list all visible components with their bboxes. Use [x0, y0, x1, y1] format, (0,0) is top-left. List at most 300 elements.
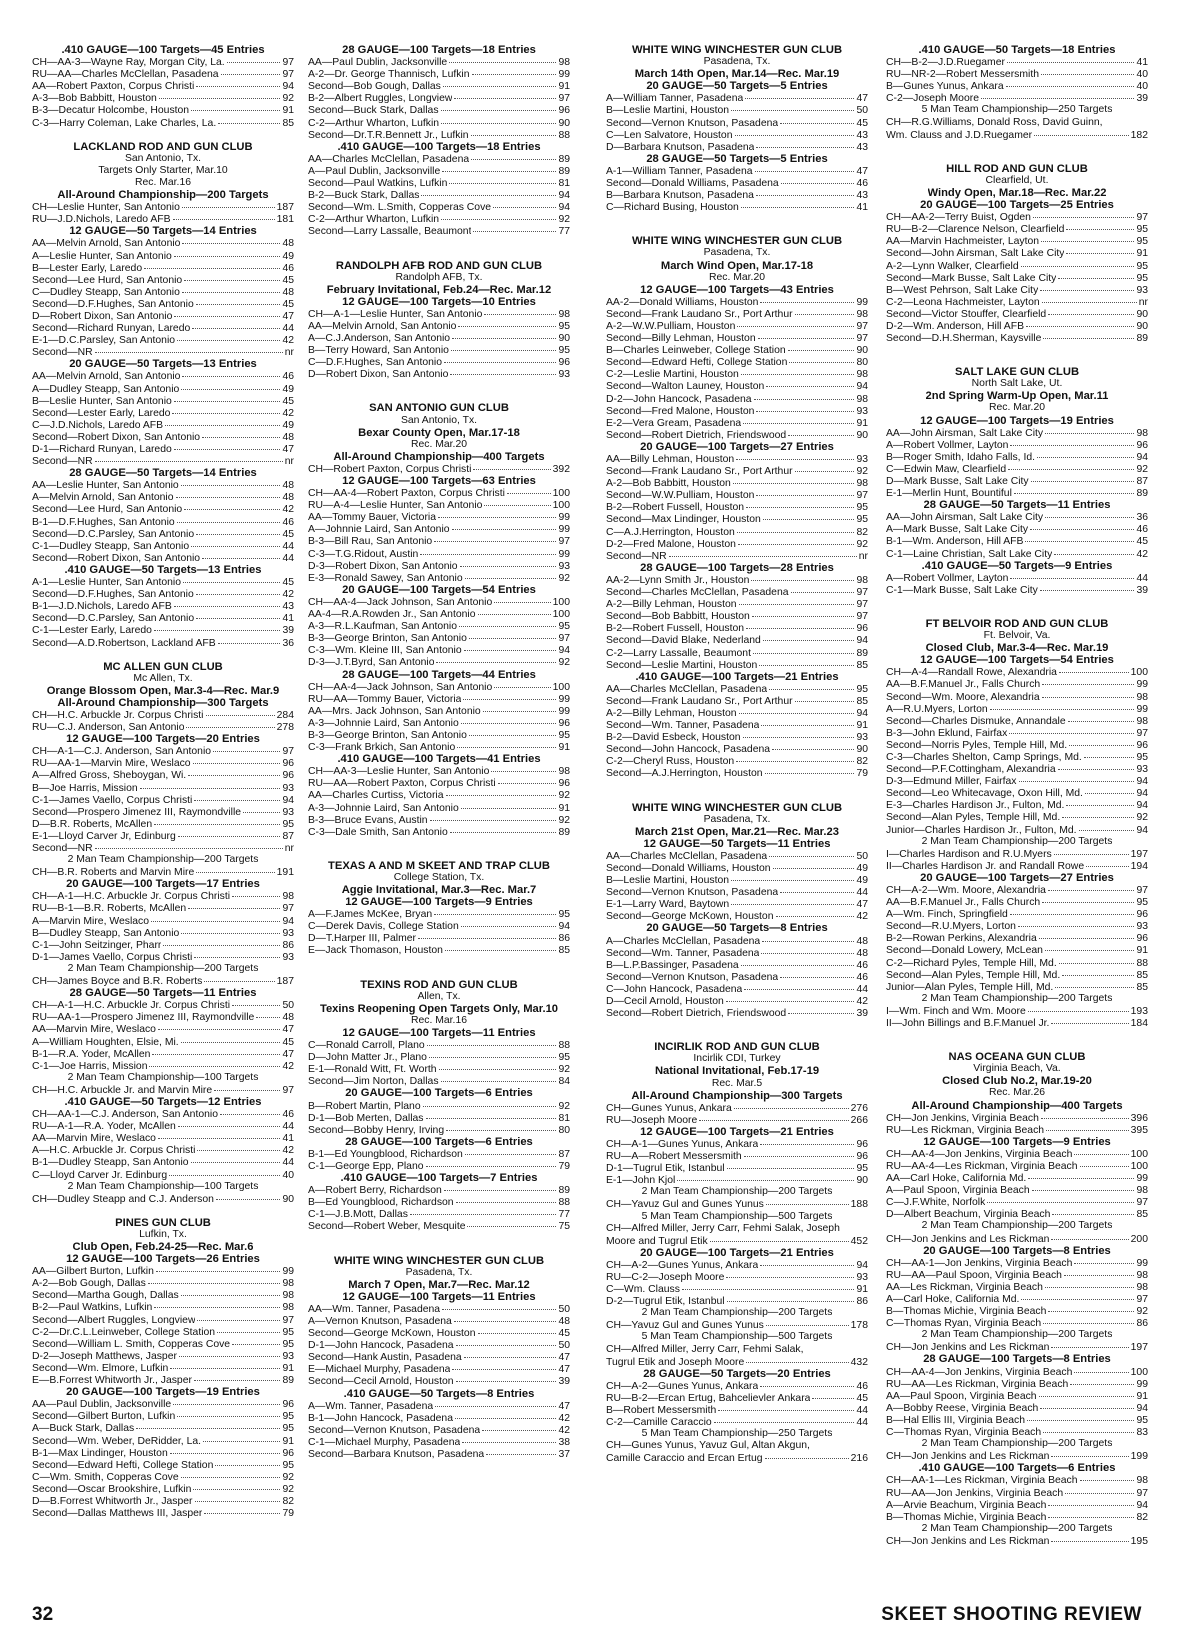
result-score: 42 — [282, 335, 294, 347]
result-row — [606, 610, 868, 622]
leader-dots — [232, 999, 280, 1006]
result-row — [606, 995, 868, 1007]
result-row — [32, 915, 294, 927]
result-row — [606, 935, 868, 947]
result-row — [32, 262, 294, 274]
result-row — [32, 431, 294, 443]
result-row — [886, 1474, 1148, 1486]
result-row — [32, 1483, 294, 1495]
subheading-text: 2 Man Team Championship—200 Targets — [641, 1307, 833, 1319]
result-score: 98 — [1136, 715, 1148, 727]
result-name: D—Robert Dixon, San Antonio — [308, 369, 449, 381]
result-row — [32, 1338, 294, 1350]
result-name: C—Wm. Smith, Copperas Cove — [32, 1471, 179, 1483]
result-name: Second—Oscar Brookshire, Lufkin — [32, 1483, 192, 1495]
result-name: RU—AA—Les Rickman, Virginia Beach — [886, 1378, 1069, 1390]
leader-dots — [1048, 1511, 1134, 1518]
result-name: CH—B-2—J.D.Ruegamer — [886, 57, 1005, 69]
result-name: A—Mark Busse, Salt Lake City — [886, 524, 1029, 536]
result-row — [606, 695, 868, 707]
section-subheading — [32, 854, 294, 866]
result-row — [886, 487, 1148, 499]
leader-dots — [1008, 463, 1134, 470]
result-row — [308, 129, 570, 141]
leader-dots — [458, 320, 556, 327]
section-subheading — [886, 1220, 1148, 1232]
result-name: AA—Paul Spoon, Virginia Beach — [886, 1390, 1037, 1402]
leader-dots — [461, 717, 557, 724]
result-name: B—Leslie Hunter, San Antonio — [32, 395, 172, 407]
result-score: 42 — [282, 504, 294, 516]
result-name: RU—B-1—B.R. Roberts, McAllen — [32, 903, 187, 915]
result-score: 95 — [558, 621, 570, 633]
result-score: nr — [1138, 296, 1148, 308]
leader-dots — [699, 1114, 848, 1121]
result-row — [606, 1259, 868, 1271]
leader-dots — [196, 588, 281, 595]
result-name: CH—AA-2—Terry Buist, Ogden — [886, 212, 1031, 224]
result-score: 89 — [558, 165, 570, 177]
result-row — [886, 535, 1148, 547]
result-score: 48 — [282, 238, 294, 250]
leader-dots — [731, 104, 854, 111]
result-name: RU—J.D.Nichols, Laredo AFB — [32, 214, 171, 226]
result-row — [886, 1005, 1148, 1017]
leader-dots — [461, 802, 557, 809]
section-subheading — [886, 836, 1148, 848]
result-score: 39 — [558, 1376, 570, 1388]
result-row — [308, 92, 570, 104]
leader-dots — [746, 501, 854, 508]
result-score: 98 — [856, 393, 868, 405]
leader-dots — [491, 765, 556, 772]
result-score: 88 — [558, 1040, 570, 1052]
section-heading — [606, 153, 868, 165]
subheading-text: Pasadena, Tx. — [703, 56, 771, 68]
result-name: Second—Donald Williams, Pasadena — [606, 178, 779, 190]
leader-dots — [174, 600, 281, 607]
result-row — [886, 920, 1148, 932]
result-row — [886, 799, 1148, 811]
leader-dots — [1074, 1257, 1134, 1264]
result-row — [308, 356, 570, 368]
section-heading — [308, 402, 570, 414]
result-row — [886, 739, 1148, 751]
section-heading — [606, 922, 868, 934]
leader-dots — [159, 92, 281, 99]
result-row — [886, 860, 1148, 872]
leader-dots — [1021, 1293, 1134, 1300]
result-row — [32, 1447, 294, 1459]
result-name: E—B.Forrest Whitworth Jr., Jasper — [32, 1375, 192, 1387]
leader-dots — [780, 117, 854, 124]
leader-dots — [214, 1084, 280, 1091]
result-score: 86 — [558, 933, 570, 945]
result-row — [32, 576, 294, 588]
leader-dots — [213, 745, 280, 752]
result-score: 92 — [558, 1100, 570, 1112]
heading-text: .410 GAUGE—100 Targets—21 Entries — [635, 670, 839, 683]
leader-dots — [1033, 211, 1135, 218]
result-name: RU—AA-4—Les Rickman, Virginia Beach — [886, 1160, 1078, 1172]
heading-text: LACKLAND ROD AND GUN CLUB — [73, 140, 253, 153]
result-row — [308, 1184, 570, 1196]
result-name: Second—Lee Hurd, San Antonio — [32, 504, 183, 516]
leader-dots — [465, 1148, 557, 1155]
result-name: CH—A-4—Randall Rowe, Alexandria — [886, 667, 1057, 679]
result-score: 38 — [558, 1436, 570, 1448]
leader-dots — [464, 644, 557, 651]
section-heading — [32, 878, 294, 890]
result-row — [308, 1400, 570, 1412]
result-name: D-1—Bob Merten, Dallas — [308, 1112, 424, 1124]
result-score: 39 — [856, 1008, 868, 1020]
result-name: RU—NR-2—Robert Messersmith — [886, 69, 1039, 81]
result-score: 46 — [282, 371, 294, 383]
result-name: B—Charles Leinweber, College Station — [606, 345, 786, 357]
section-subheading — [606, 56, 868, 68]
result-row — [606, 477, 868, 489]
result-name: A—Melvin Arnold, San Antonio — [32, 492, 174, 504]
result-score: 44 — [282, 540, 294, 552]
result-row — [606, 92, 868, 104]
section-heading — [32, 733, 294, 745]
result-score: 95 — [1136, 751, 1148, 763]
leader-dots — [144, 262, 280, 269]
result-row — [32, 999, 294, 1011]
result-name: AA—Charles Curtiss, Victoria — [308, 790, 444, 802]
section-spacer — [606, 780, 868, 802]
leader-dots — [762, 935, 854, 942]
result-score: 97 — [282, 1084, 294, 1096]
result-score: 39 — [1136, 93, 1148, 105]
result-row — [606, 1174, 868, 1186]
result-name: A—William Houghten, Elsie, Mi. — [32, 1036, 179, 1048]
subheading-text: Pasadena, Tx. — [405, 1266, 473, 1278]
leader-dots — [1059, 666, 1129, 673]
section-heading — [886, 199, 1148, 211]
result-row — [606, 356, 868, 368]
subheading-text: Lufkin, Tx. — [139, 1228, 187, 1240]
result-score: 98 — [558, 57, 570, 69]
section-spacer — [308, 1233, 570, 1255]
subheading-text: Rec. Mar.16 — [134, 176, 192, 188]
result-name: C-1—James Vaello, Corpus Christi — [32, 794, 193, 806]
section-spacer — [32, 1205, 294, 1217]
result-name: CH—Yavuz Gul and Gunes Yunus — [606, 1199, 764, 1211]
result-score: 82 — [1136, 1511, 1148, 1523]
result-name: E—Michael Murphy, Pasadena — [308, 1364, 451, 1376]
result-row — [32, 491, 294, 503]
section-subheading — [606, 247, 868, 259]
heading-text: 12 GAUGE—100 Targets—10 Entries — [342, 295, 536, 308]
result-row — [886, 439, 1148, 451]
result-row — [886, 1341, 1148, 1353]
leader-dots — [766, 380, 854, 387]
leader-dots — [194, 1374, 280, 1381]
result-score: 200 — [1130, 1233, 1148, 1245]
result-score: 93 — [856, 732, 868, 744]
result-name: A-3—Johnnie Laird, San Antonio — [308, 802, 459, 814]
result-row — [606, 886, 868, 898]
leader-dots — [736, 453, 854, 460]
result-row — [606, 538, 868, 550]
result-row — [32, 1289, 294, 1301]
result-row — [606, 647, 868, 659]
leader-dots — [174, 310, 280, 317]
result-name: I—Wm. Finch and Wm. Moore — [886, 1005, 1026, 1017]
heading-text: 20 GAUGE—50 Targets—8 Entries — [646, 922, 828, 935]
result-score: 36 — [282, 637, 294, 649]
result-name: D-3—J.T.Byrd, San Antonio — [308, 657, 435, 669]
result-score: 91 — [282, 1435, 294, 1447]
leader-dots — [756, 489, 854, 496]
heading-text: .410 GAUGE—50 Targets—9 Entries — [921, 559, 1113, 572]
section-subheading — [606, 272, 868, 284]
result-row — [886, 129, 1148, 141]
result-name: A—Leslie Hunter, San Antonio — [32, 250, 172, 262]
result-row — [308, 1363, 570, 1375]
leader-dots — [467, 1220, 556, 1227]
result-score: 94 — [1136, 788, 1148, 800]
heading-text: MC ALLEN GUN CLUB — [103, 660, 223, 673]
leader-dots — [174, 250, 281, 257]
result-row — [308, 548, 570, 560]
leader-dots — [191, 540, 280, 547]
subheading-text: Randolph AFB, Tx. — [395, 271, 483, 283]
subheading-text: Pasadena, Tx. — [703, 813, 771, 825]
result-row — [32, 201, 294, 213]
result-name: Second—NR — [32, 456, 93, 468]
result-row — [32, 92, 294, 104]
result-name: Second—Wm. Moore, Alexandria — [886, 691, 1040, 703]
result-row — [308, 1051, 570, 1063]
heading-text: WHITE WING WINCHESTER GUN CLUB — [631, 44, 843, 56]
section-heading — [308, 1136, 570, 1148]
leader-dots — [196, 528, 280, 535]
leader-dots — [151, 915, 280, 922]
leader-dots — [169, 1169, 280, 1176]
heading-text: NAS OCEANA GUN CLUB — [948, 1051, 1086, 1064]
leader-dots — [1040, 584, 1135, 591]
result-name: B—Robert Martin, Plano — [308, 1100, 421, 1112]
section-heading — [886, 654, 1148, 666]
heading-text: March 14th Open, Mar.14—Rec. Mar.19 — [634, 68, 840, 81]
leader-dots — [227, 56, 281, 63]
leader-dots — [1039, 932, 1135, 939]
leader-dots — [256, 1011, 280, 1018]
leader-dots — [1041, 235, 1134, 242]
result-name: RU—AA—Charles McClellan, Pasadena — [32, 69, 219, 81]
leader-dots — [196, 612, 280, 619]
result-name: AA—John Airsman, Salt Lake City — [886, 427, 1044, 439]
subheading-text: Rec. Mar.26 — [988, 1087, 1046, 1099]
result-name: D-2—Tugrul Etik, Istanbul — [606, 1296, 725, 1308]
section-heading — [308, 1291, 570, 1303]
result-name: CH—A-1—Leslie Hunter, San Antonio — [308, 308, 483, 320]
result-name: Second—Dr.T.R.Bennett Jr., Lufkin — [308, 129, 469, 141]
leader-dots — [1043, 1317, 1134, 1324]
result-row — [32, 1301, 294, 1313]
result-name: C-1—Laine Christian, Salt Lake City — [886, 548, 1053, 560]
result-row — [308, 320, 570, 332]
leader-dots — [1045, 1281, 1135, 1288]
leader-dots — [1041, 68, 1134, 75]
result-row — [606, 489, 868, 501]
result-name: Second—Hank Austin, Pasadena — [308, 1352, 462, 1364]
leader-dots — [203, 1435, 280, 1442]
result-name: AA—Wm. Tanner, Pasadena — [308, 1303, 441, 1315]
heading-text: Club Open, Feb.24-25—Rec. Mar.6 — [72, 1241, 254, 1253]
result-score: 85 — [558, 945, 570, 957]
result-score: 91 — [856, 1284, 868, 1296]
result-name: AA—Robert Paxton, Corpus Christi — [32, 81, 195, 93]
subheading-text: Virginia Beach, Va. — [973, 1063, 1061, 1075]
result-name: C—Dudley Steapp, San Antonio — [32, 286, 180, 298]
heading-text: 12 GAUGE—100 Targets—54 Entries — [920, 654, 1114, 667]
leader-dots — [441, 1075, 557, 1082]
section-subheading — [32, 165, 294, 177]
leader-dots — [1062, 811, 1134, 818]
result-score: 95 — [856, 1163, 868, 1175]
result-name: Second—Donald Lowery, McLean — [886, 945, 1043, 957]
result-row — [32, 890, 294, 902]
result-name: Second—Norris Pyles, Temple Hill, Md. — [886, 739, 1068, 751]
section-heading — [606, 235, 868, 247]
result-name: RU—B-2—Ercan Ertug, Bahcelievler Ankara — [606, 1392, 811, 1404]
leader-dots — [177, 516, 281, 523]
result-row — [32, 794, 294, 806]
result-name: AA—Mrs. Jack Johnson, San Antonio — [308, 705, 481, 717]
result-score: 96 — [1136, 439, 1148, 451]
result-score: 96 — [856, 1151, 868, 1163]
result-score: 43 — [856, 129, 868, 141]
result-name: C—Edwin Maw, Clearfield — [886, 463, 1007, 475]
result-score: 92 — [856, 538, 868, 550]
leader-dots — [1045, 944, 1135, 951]
result-row — [308, 765, 570, 777]
result-row — [886, 775, 1148, 787]
result-name: B-1—Max Lindinger, Houston — [32, 1447, 168, 1459]
leader-dots — [780, 886, 854, 893]
result-row — [886, 523, 1148, 535]
result-row — [886, 848, 1148, 860]
result-name: Second—Cecil Arnold, Houston — [308, 1376, 454, 1388]
leader-dots — [1028, 1172, 1134, 1179]
result-row — [308, 777, 570, 789]
result-row — [308, 56, 570, 68]
result-row — [308, 620, 570, 632]
result-score: 392 — [552, 463, 570, 475]
leader-dots — [232, 1338, 280, 1345]
section-subheading — [32, 153, 294, 165]
result-score: 94 — [1136, 1499, 1148, 1511]
result-row — [886, 1017, 1148, 1029]
section-subheading — [32, 673, 294, 685]
result-row — [32, 1120, 294, 1132]
result-row — [32, 334, 294, 346]
result-name: CH—AA-4—Jack Johnson, San Antonio — [308, 681, 493, 693]
result-score: 97 — [1136, 212, 1148, 224]
result-row — [308, 499, 570, 511]
result-name: Second—Leslie Martini, Houston — [606, 659, 758, 671]
result-row — [308, 705, 570, 717]
section-heading — [886, 499, 1148, 511]
result-row — [886, 235, 1148, 247]
result-row — [308, 80, 570, 92]
heading-text: PINES GUN CLUB — [115, 1216, 211, 1229]
result-name: Second—Frank Laudano Sr., Port Arthur — [606, 695, 793, 707]
result-row — [606, 165, 868, 177]
leader-dots — [174, 395, 281, 402]
result-score: 47 — [856, 165, 868, 177]
result-score: 85 — [1136, 1209, 1148, 1221]
result-score: 191 — [276, 867, 294, 879]
result-name: AA—B.F.Manuel Jr., Falls Church — [886, 897, 1041, 909]
result-name: C-1—Joe Harris, Mission — [32, 1060, 148, 1072]
result-row — [32, 407, 294, 419]
leader-dots — [1043, 332, 1134, 339]
result-score: 98 — [1136, 1185, 1148, 1197]
result-name: Second—Charles McClellan, Pasadena — [606, 587, 789, 599]
result-score: 85 — [282, 117, 294, 129]
result-name: B—Thomas Michie, Virginia Beach — [886, 1306, 1047, 1318]
result-name: AA—Marvin Mire, Weslaco — [32, 1133, 156, 1145]
result-name: AA—Les Rickman, Virginia Beach — [886, 1281, 1043, 1293]
leader-dots — [736, 755, 854, 762]
section-spacer — [606, 1019, 868, 1041]
result-name: D-2—John Hancock, Pasadena — [606, 393, 752, 405]
result-name: C-3—Harry Coleman, Lake Charles, La. — [32, 117, 217, 129]
leader-dots — [1051, 1017, 1128, 1024]
leader-dots — [1037, 451, 1134, 458]
result-score: 100 — [552, 500, 570, 512]
result-name: B-2—Buck Stark, Dallas — [308, 190, 420, 202]
leader-dots — [727, 1162, 855, 1169]
leader-dots — [154, 1301, 280, 1308]
result-score: 45 — [856, 1392, 868, 1404]
result-name: CH—AA-3—Leslie Hunter, San Antonio — [308, 766, 490, 778]
result-row — [606, 659, 868, 671]
result-score: 37 — [558, 1449, 570, 1461]
result-row — [606, 513, 868, 525]
result-name: B-2—David Esbeck, Houston — [606, 732, 741, 744]
result-score: 94 — [1136, 824, 1148, 836]
leader-dots — [743, 417, 854, 424]
section-subheading — [308, 872, 570, 884]
result-name: C-2—Camille Caraccio — [606, 1417, 712, 1429]
result-row — [32, 552, 294, 564]
result-score: 44 — [282, 552, 294, 564]
result-score: 99 — [1136, 1378, 1148, 1390]
result-row — [32, 528, 294, 540]
result-row — [606, 683, 868, 695]
leader-dots — [754, 393, 855, 400]
result-score: 95 — [282, 1459, 294, 1471]
result-score: 81 — [558, 1112, 570, 1124]
result-name: CH—B.R. Roberts and Marvin Mire — [32, 867, 195, 879]
result-row — [308, 920, 570, 932]
result-score: 99 — [558, 548, 570, 560]
section-heading — [32, 661, 294, 673]
result-row — [32, 842, 294, 854]
leader-dots — [1014, 487, 1135, 494]
leader-dots — [243, 806, 280, 813]
result-row — [606, 1452, 868, 1464]
result-row — [308, 596, 570, 608]
leader-dots — [731, 874, 854, 881]
section-heading — [606, 838, 868, 850]
